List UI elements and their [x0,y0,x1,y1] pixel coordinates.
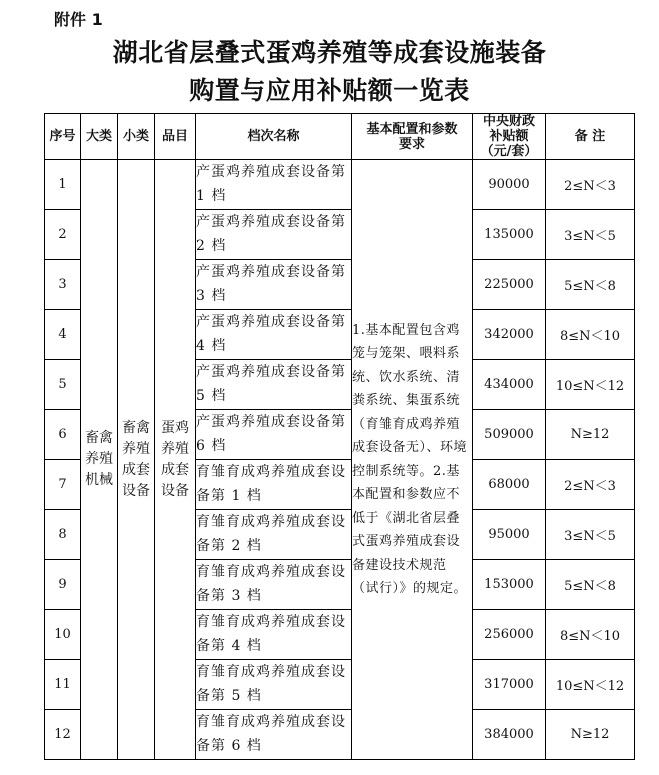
row-subsidy-amount: 256000 [473,610,546,660]
header-seq: 序号 [45,114,81,160]
row-seq: 1 [45,160,81,210]
row-seq: 6 [45,410,81,460]
row-grade-name: 育雏育成鸡养殖成套设备第 5 档 [196,660,352,710]
table-header-row [45,114,635,160]
row-note: 10≤N＜12 [546,360,635,410]
item-category-cell: 蛋鸡养殖成套设备 [155,160,196,760]
row-subsidy-amount: 317000 [473,660,546,710]
header-minor: 小类 [118,114,155,160]
row-seq: 7 [45,460,81,510]
attachment-label: 附件 1 [54,10,103,29]
row-subsidy-amount: 225000 [473,260,546,310]
row-grade-name: 产蛋鸡养殖成套设备第 4 档 [196,310,352,360]
row-subsidy-amount: 95000 [473,510,546,560]
major-category-cell: 畜禽养殖机械 [81,160,118,760]
row-grade-name: 育雏育成鸡养殖成套设备第 4 档 [196,610,352,660]
row-grade-name: 产蛋鸡养殖成套设备第 5 档 [196,360,352,410]
table-row [45,160,635,210]
row-seq: 11 [45,660,81,710]
row-grade-name: 产蛋鸡养殖成套设备第 6 档 [196,410,352,460]
row-seq: 10 [45,610,81,660]
row-note: 3≤N＜5 [546,210,635,260]
row-seq: 5 [45,360,81,410]
row-grade-name: 产蛋鸡养殖成套设备第 1 档 [196,160,352,210]
row-note: 3≤N＜5 [546,510,635,560]
row-note: 8≤N＜10 [546,610,635,660]
row-subsidy-amount: 434000 [473,360,546,410]
row-grade-name: 育雏育成鸡养殖成套设备第 2 档 [196,510,352,560]
row-note: 2≤N＜3 [546,460,635,510]
header-note: 备 注 [546,114,635,160]
row-seq: 9 [45,560,81,610]
row-seq: 8 [45,510,81,560]
header-subsidy: 中央财政补贴额（元/套） [473,114,546,160]
document-title-line2: 购置与应用补贴额一览表 [189,76,470,105]
row-note: 5≤N＜8 [546,560,635,610]
header-item: 品目 [155,114,196,160]
row-grade-name: 育雏育成鸡养殖成套设备第 3 档 [196,560,352,610]
config-requirements-cell: 1.基本配置包含鸡笼与笼架、喂料系统、饮水系统、清粪系统、集蛋系统（育雏育成鸡养殖成套设备无）、环境控制系统等。2.基本配置和参数应不低于《湖北省层叠式蛋鸡养殖成套设备建设技术规范（试行）》的规定。 [352,160,473,760]
row-subsidy-amount: 384000 [473,710,546,760]
header-config: 基本配置和参数要求 [352,114,473,160]
row-note: 10≤N＜12 [546,660,635,710]
row-note: 5≤N＜8 [546,260,635,310]
row-subsidy-amount: 135000 [473,210,546,260]
minor-category-cell: 畜禽养殖成套设备 [118,160,155,760]
row-seq: 4 [45,310,81,360]
header-major: 大类 [81,114,118,160]
row-note: 2≤N＜3 [546,160,635,210]
row-seq: 2 [45,210,81,260]
subsidy-table [44,113,635,760]
row-note: N≥12 [546,410,635,460]
table-body [45,160,635,760]
row-subsidy-amount: 509000 [473,410,546,460]
row-subsidy-amount: 68000 [473,460,546,510]
row-note: N≥12 [546,710,635,760]
row-grade-name: 产蛋鸡养殖成套设备第 2 档 [196,210,352,260]
header-grade: 档次名称 [196,114,352,160]
row-subsidy-amount: 153000 [473,560,546,610]
document-title-line1: 湖北省层叠式蛋鸡养殖等成套设施装备 [112,38,547,67]
row-grade-name: 育雏育成鸡养殖成套设备第 6 档 [196,710,352,760]
row-seq: 3 [45,260,81,310]
row-seq: 12 [45,710,81,760]
row-subsidy-amount: 90000 [473,160,546,210]
row-subsidy-amount: 342000 [473,310,546,360]
row-note: 8≤N＜10 [546,310,635,360]
row-grade-name: 育雏育成鸡养殖成套设备第 1 档 [196,460,352,510]
row-grade-name: 产蛋鸡养殖成套设备第 3 档 [196,260,352,310]
